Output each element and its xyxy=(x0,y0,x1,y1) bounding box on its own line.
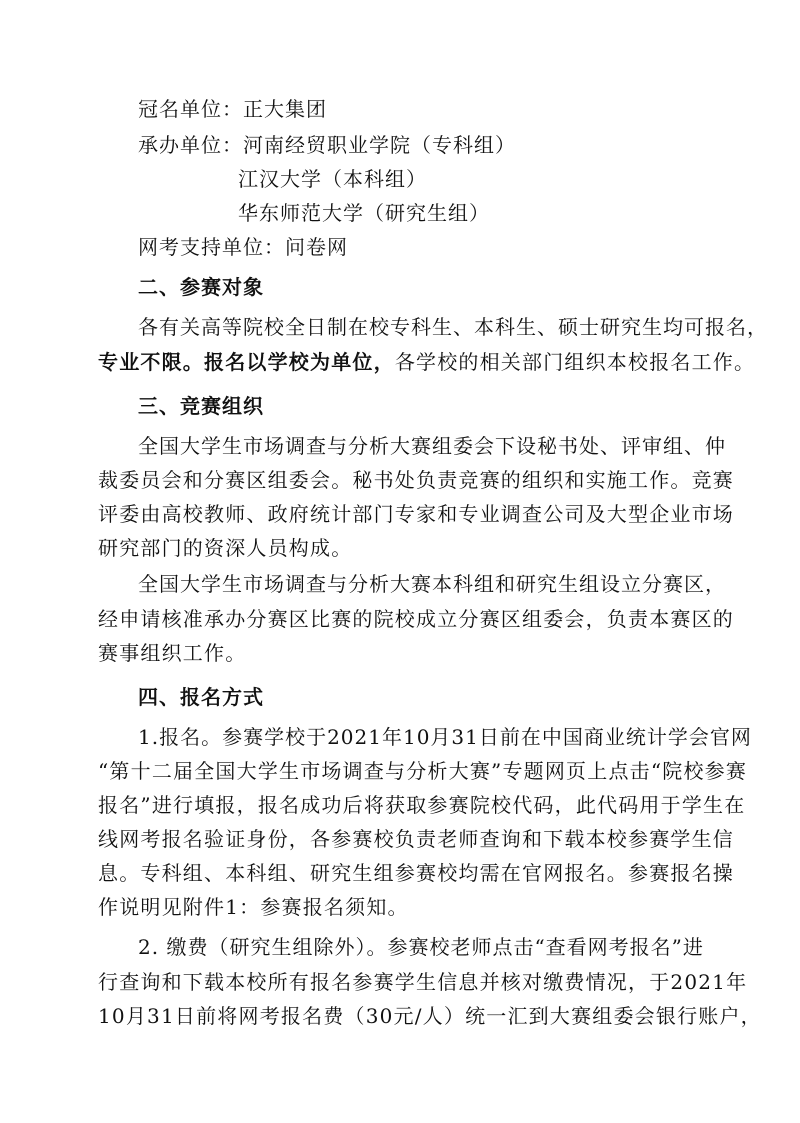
registration-p1-line-2: “第十二届全国大学生市场调查与分析大赛”专题网页上点击“院校参赛 xyxy=(98,759,748,783)
participants-line-2 xyxy=(98,348,755,376)
registration-p1-line-1: 1.报名。参赛学校于2021年10月31日前在中国商业统计学会官网 xyxy=(138,725,752,749)
organization-p1-line-2: 裁委员会和分赛区组委会。秘书处负责竞赛的组织和实施工作。竞赛 xyxy=(98,468,734,492)
host-line-3: 华东师范大学（研究生组） xyxy=(238,201,490,225)
host-prefix: 承办单位： xyxy=(138,133,243,157)
participants-rest-text: 各学校的相关部门组织本校报名工作。 xyxy=(394,350,756,374)
organization-p1-line-3: 评委由高校教师、政府统计部门专家和专业调查公司及大型企业市场 xyxy=(98,502,734,526)
payment-p2-line-1: 2. 缴费（研究生组除外）。参赛校老师点击“查看网考报名”进 xyxy=(138,935,704,959)
registration-p1-line-4: 线网考报名验证身份，各参赛校负责老师查询和下载本校参赛学生信 xyxy=(98,827,734,851)
section-heading-participants: 二、参赛对象 xyxy=(138,275,264,299)
host-line-1 xyxy=(138,131,516,159)
online-support-line: 网考支持单位：问卷网 xyxy=(138,235,348,259)
participants-bold-text: 专业不限。报名以学校为单位， xyxy=(98,350,395,374)
payment-p2-line-2: 行查询和下载本校所有报名参赛学生信息并核对缴费情况，于2021年 xyxy=(98,970,748,994)
organization-p2-line-1: 全国大学生市场调查与分析大赛本科组和研究生组设立分赛区， xyxy=(138,572,726,596)
organization-p1-line-4: 研究部门的资深人员构成。 xyxy=(98,536,353,560)
registration-p1-line-3: 报名”进行填报，报名成功后将获取参赛院校代码，此代码用于学生在 xyxy=(98,793,746,817)
host-college: 河南经贸职业学院（专科组） xyxy=(243,133,516,157)
organization-p2-line-3: 赛事组织工作。 xyxy=(98,641,247,665)
organization-p2-line-2: 经申请核准承办分赛区比赛的院校成立分赛区组委会，负责本赛区的 xyxy=(98,607,734,631)
registration-p1-line-6: 作说明见附件1：参赛报名须知。 xyxy=(98,895,409,919)
section-heading-registration: 四、报名方式 xyxy=(138,685,264,709)
participants-line-1: 各有关高等院校全日制在校专科生、本科生、硕士研究生均可报名， xyxy=(138,315,768,339)
title-sponsor-line: 冠名单位：正大集团 xyxy=(138,97,327,121)
organization-p1-line-1: 全国大学生市场调查与分析大赛组委会下设秘书处、评审组、仲 xyxy=(138,434,726,458)
payment-p2-line-3: 10月31日前将网考报名费（30元/人）统一汇到大赛组委会银行账户， xyxy=(98,1004,762,1028)
registration-p1-line-5: 息。专科组、本科组、研究生组参赛校均需在官网报名。参赛报名操 xyxy=(98,861,734,885)
section-heading-organization: 三、竞赛组织 xyxy=(138,394,264,418)
host-line-2: 江汉大学（本科组） xyxy=(238,167,427,191)
